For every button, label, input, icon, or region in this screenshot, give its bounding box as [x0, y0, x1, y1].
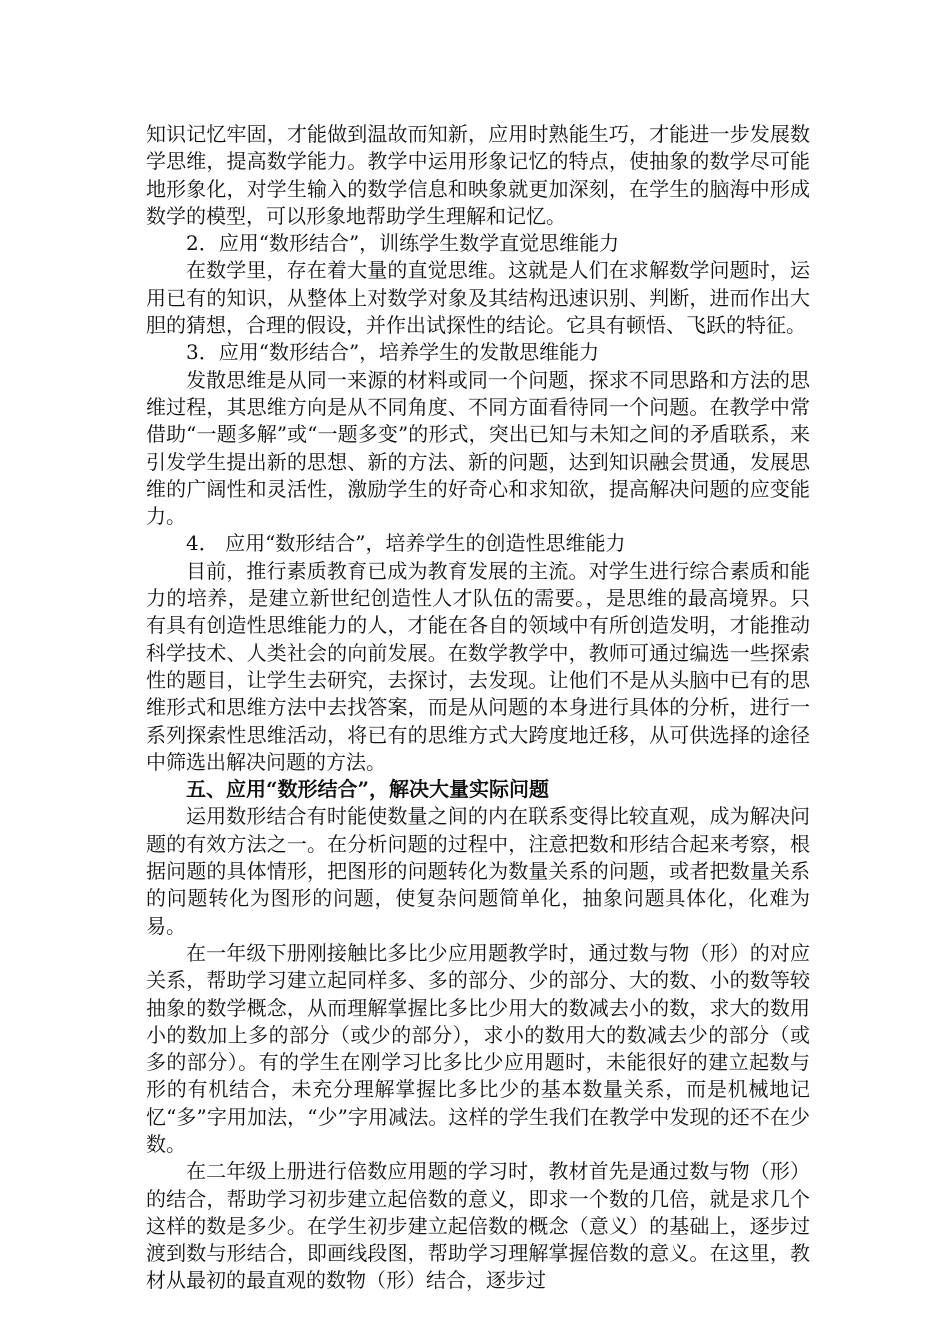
document-page [146, 121, 810, 1295]
subheading-creative-thinking: 4． 应用“数形结合”，培养学生的创造性思维能力 [186, 531, 626, 556]
subheading-intuitive-thinking: 2．应用“数形结合”，训练学生数学直觉思维能力 [186, 231, 620, 256]
section-heading-practical-problems: 五、应用“数形结合”，解决大量实际问题 [186, 777, 550, 802]
paragraph-grade-one-example: 在一年级下册刚接触比多比少应用题教学时，通过数与物（形）的对应关系，帮助学习建立起同样多、多的部分、少的部分、大的数、小的数等较抽象的数学概念，从而理解掌握比多比少用大的数减去小的数，求大的数用小的数加上多的部分（或少的部分），求小的数用大的数减去少的部分（或多的部分）。有的学生在刚学习比多比少应用题时，未能很好的建立起数与形的有机结合，未充分理解掌握比多比少的基本数量关系，而是机械地记忆“多”字用加法，“少”字用减法。这样的学生我们在教学中发现的还不在少数。 [146, 940, 810, 1156]
paragraph-memory-continued: 知识记忆牢固，才能做到温故而知新，应用时熟能生巧，才能进一步发展数学思维，提高数学能力。教学中运用形象记忆的特点，使抽象的数学尽可能地形象化，对学生输入的数学信息和映象就更加深刻，在学生的脑海中形成数学的模型，可以形象地帮助学生理解和记忆。 [146, 122, 810, 228]
paragraph-intuitive-thinking: 在数学里，存在着大量的直觉思维。这就是人们在求解数学问题时，运用已有的知识，从整体上对数学对象及其结构迅速识别、判断，进而作出大胆的猜想，合理的假设，并作出试探性的结论。它具有顿悟、飞跃的特征。 [146, 258, 810, 338]
paragraph-divergent-thinking: 发散思维是从同一来源的材料或同一个问题，探求不同思路和方法的思维过程，其思维方向是从不同角度、不同方面看待同一个问题。在教学中常借助“一题多解”或“一题多变”的形式，突出已知与未知之间的矛盾联系，来引发学生提出新的思想、新的方法、新的问题，达到知识融会贯通，发展思维的广阔性和灵活性，激励学生的好奇心和求知欲，提高解决问题的应变能力。 [146, 367, 810, 529]
paragraph-creative-thinking: 目前，推行素质教育已成为教育发展的主流。对学生进行综合素质和能力的培养，是建立新世纪创造性人才队伍的需要。，是思维的最高境界。只有具有创造性思维能力的人，才能在各自的领域中有所创造发明，才能推动科学技术、人类社会的向前发展。在数学教学中，教师可通过编选一些探索性的题目，让学生去研究，去探讨，去发现。让他们不是从头脑中已有的思维形式和思维方法中去找答案，而是从问题的本身进行具体的分析，进行一系列探索性思维活动，将已有的思维方式大跨度地迁移，从可供选择的途径中筛选出解决问题的方法。 [146, 558, 810, 774]
paragraph-grade-two-example: 在二年级上册进行倍数应用题的学习时，教材首先是通过数与物（形）的结合，帮助学习初步建立起倍数的意义，即求一个数的几倍，就是求几个这样的数是多少。在学生初步建立起倍数的概念（意义）的基础上，逐步过渡到数与形结合，即画线段图，帮助学习理解掌握倍数的意义。在这里，教材从最初的最直观的数物（形）结合，逐步过 [146, 1159, 810, 1293]
paragraph-practical-problems: 运用数形结合有时能使数量之间的内在联系变得比较直观，成为解决问题的有效方法之一。在分析问题的过程中，注意把数和形结合起来考察，根据问题的具体情形，把图形的问题转化为数量关系的问题，或者把数量关系的问题转化为图形的问题，使复杂问题简单化，抽象问题具体化，化难为易。 [146, 804, 810, 938]
subheading-divergent-thinking: 3．应用“数形结合”，培养学生的发散思维能力 [186, 340, 600, 365]
